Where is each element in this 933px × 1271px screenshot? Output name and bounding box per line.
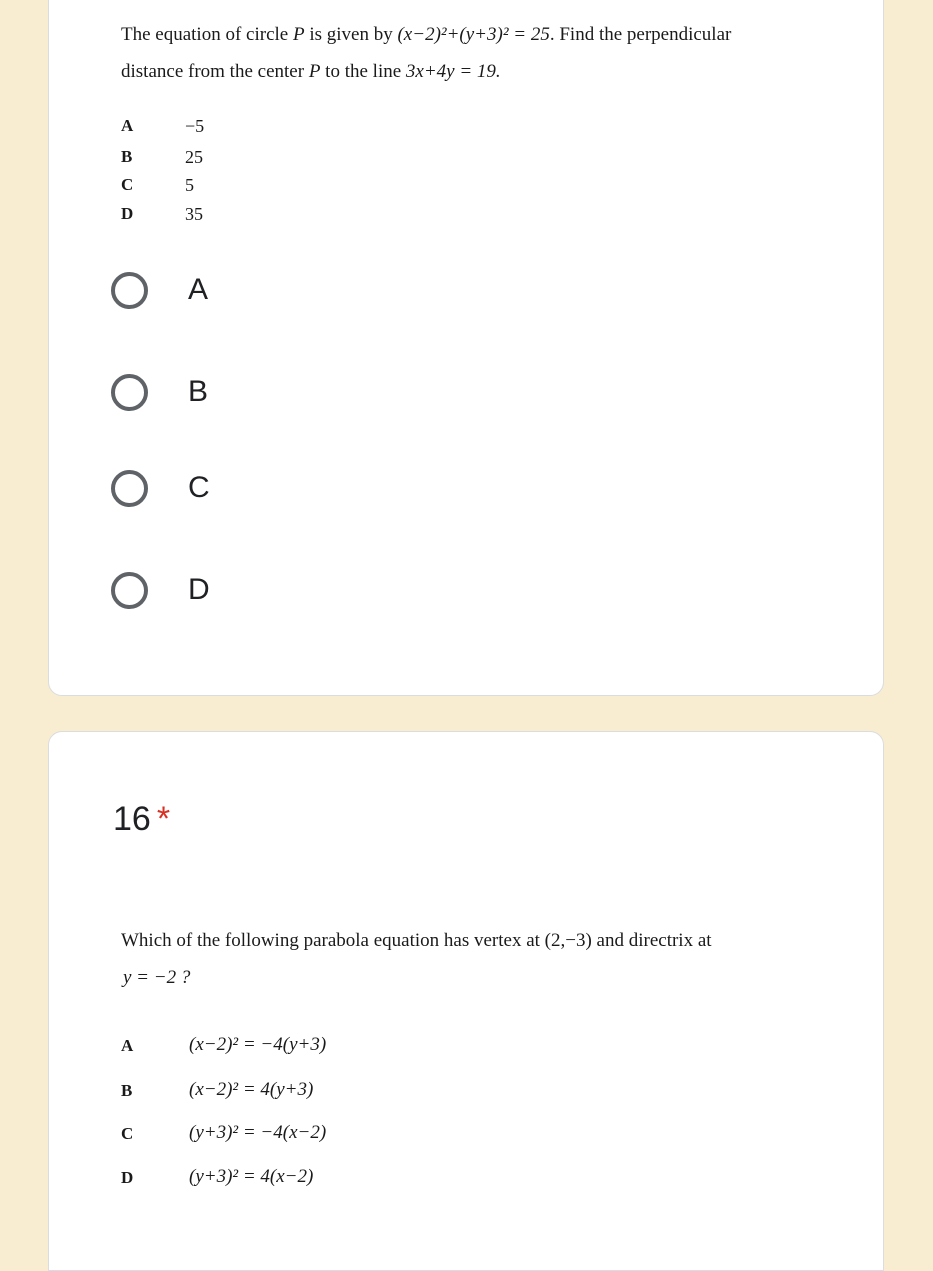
option-row-d [121,204,321,226]
required-asterisk: * [156,800,171,838]
text-segment: distance from the center [121,61,309,82]
option-letter: A [121,1036,134,1055]
radio-label: B [188,375,209,408]
option-equation: (x−2)² = 4(y+3) [189,1079,314,1100]
radio-choice-a[interactable] [111,266,208,314]
radio-choice-b[interactable] [111,368,208,416]
center-variable: P [292,24,305,45]
option-letter: C [121,175,134,194]
radio-button-c[interactable] [111,470,148,507]
text-segment: to the line [320,61,406,82]
option-letter: D [121,1168,134,1187]
question-16-directrix: y = −2 ? [123,967,191,988]
question-16-text-line1 [121,931,712,950]
radio-button-a[interactable] [111,272,148,309]
radio-choice-c[interactable] [111,464,210,512]
center-variable: P [308,61,321,82]
radio-label: A [188,273,209,306]
question-15-text-line1 [121,25,731,44]
option-letter: A [121,116,134,135]
option-equation: (y+3)² = −4(x−2) [189,1122,327,1143]
option-letter: C [121,1124,134,1143]
text-segment: The equation of circle [121,24,293,45]
option-letter: D [121,204,134,223]
text-segment: is given by [304,24,398,45]
option-row-b [121,147,321,169]
text-segment: and directrix at [591,930,712,951]
question-number: 16 [113,800,151,838]
option-letter: B [121,1081,133,1100]
option-equation: (x−2)² = −4(y+3) [189,1034,327,1055]
radio-label: D [188,573,210,606]
option-value: 35 [185,204,203,224]
text-segment: Which of the following parabola equation has vertex at [121,930,545,951]
option-row-a [121,1036,441,1062]
option-equation: (y+3)² = 4(x−2) [189,1166,314,1187]
text-segment: . Find the perpendicular [549,24,732,45]
circle-equation: (x−2)²+(y+3)² = 25 [397,24,550,45]
question-16-title [113,800,170,839]
line-equation: 3x+4y = 19. [405,61,501,82]
radio-button-d[interactable] [111,572,148,609]
option-letter: B [121,147,133,166]
option-value: 5 [185,175,194,195]
option-value: −5 [185,116,205,136]
radio-choice-d[interactable] [111,566,210,614]
option-row-b [121,1081,441,1107]
option-value: 25 [185,147,203,167]
option-row-c [121,175,321,197]
option-row-c [121,1124,441,1150]
option-row-a [121,116,321,138]
radio-label: C [188,471,210,504]
question-15-text-line2 [121,62,501,81]
vertex-coordinates: (2,−3) [544,930,592,951]
option-row-d [121,1168,441,1194]
radio-button-b[interactable] [111,374,148,411]
